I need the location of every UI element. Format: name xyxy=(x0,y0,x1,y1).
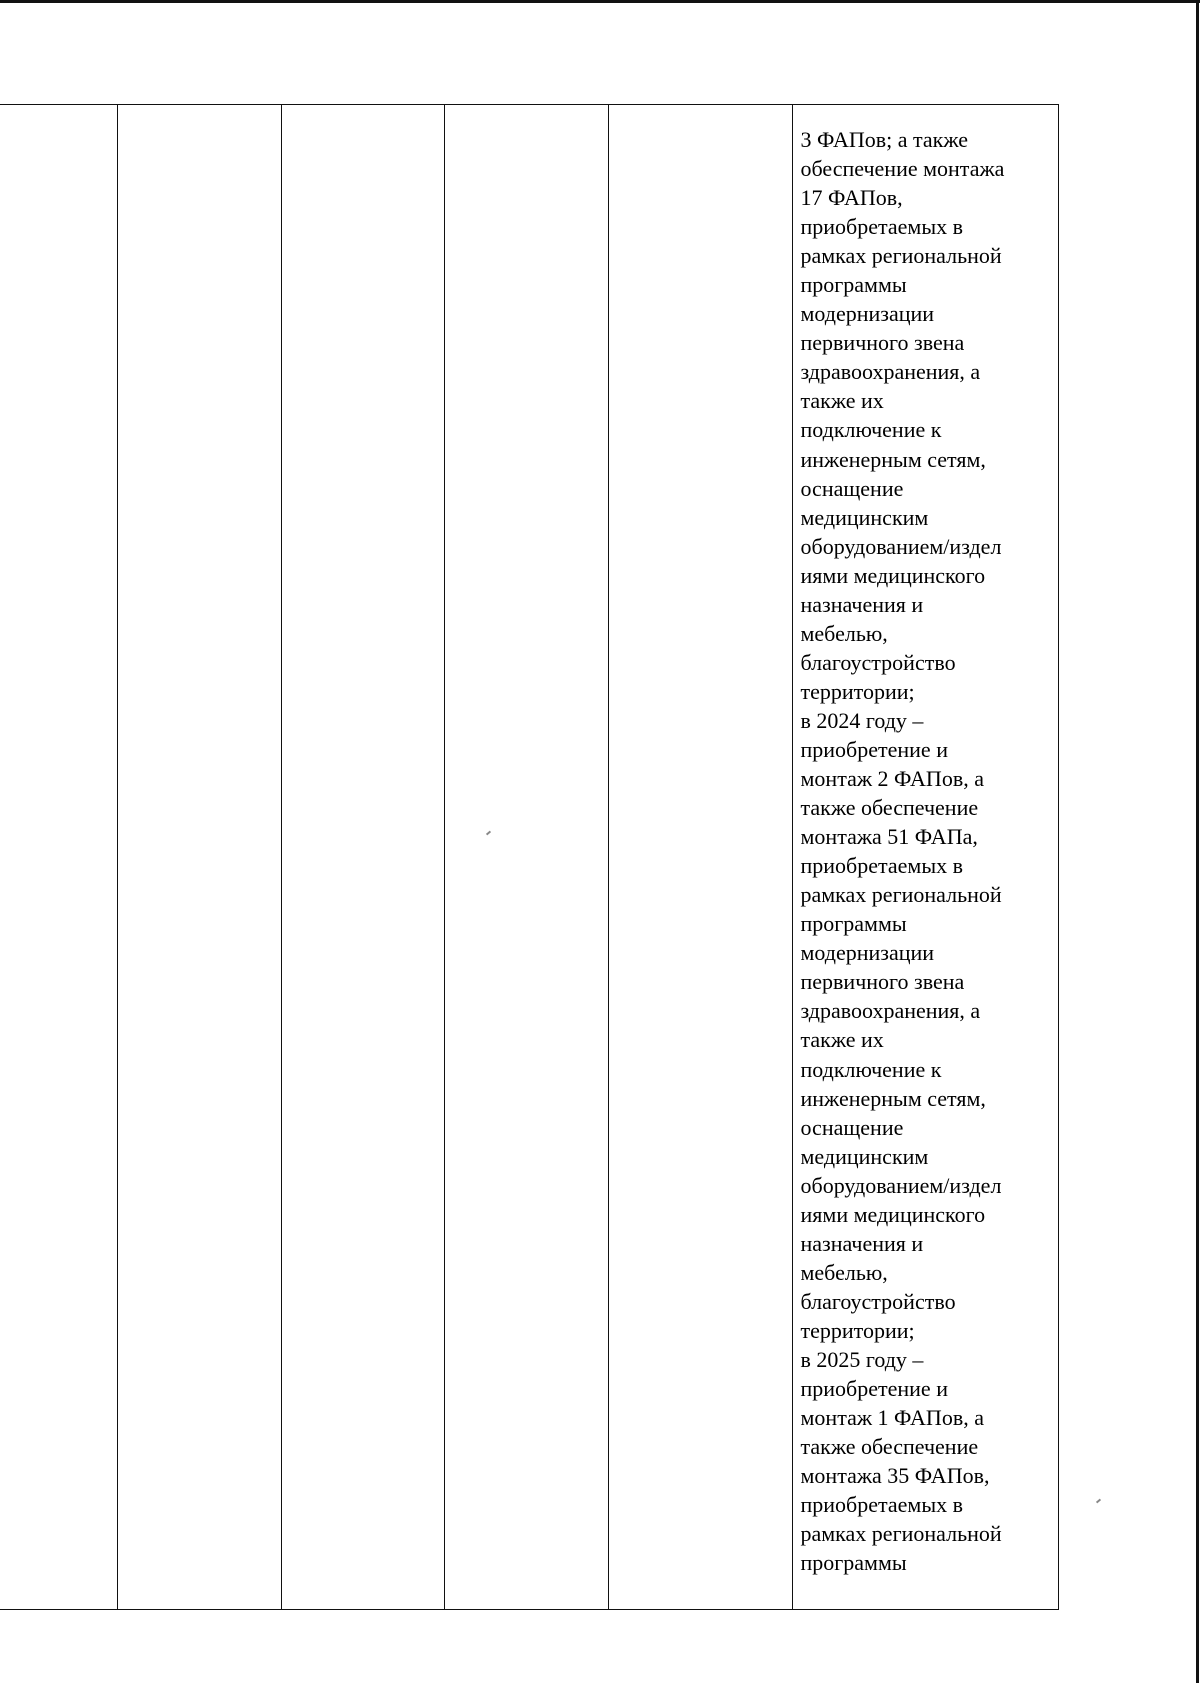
table-cell-col-3 xyxy=(281,105,444,1610)
table-cell-col-1 xyxy=(0,105,117,1610)
document-table xyxy=(0,104,1059,1610)
page-frame-right xyxy=(1196,0,1199,1683)
table-cell-col-4 xyxy=(444,105,608,1610)
cell-text: 3 ФАПов; а также обеспечение монтажа 17 ФАПов, приобретаемых в рамках региональной программы модернизации первичного звена здравоохранения, а также их подключение к инженерным сетям, оснащение медицинским оборудованием/издел иями медицинского назначения и мебелью, благоустройство территории; в 2024 году – приобретение и монтаж 2 ФАПов, а также обеспечение монтажа 51 ФАПа, приобретаемых в рамках региональной программы модернизации первичного звена здравоохранения, а также их подключение к инженерным сетям, оснащение медицинским оборудованием/издел иями медицинского назначения и мебелью, благоустройство территории; в 2025 году – приобретение и монтаж 1 ФАПов, а также обеспечение монтажа 35 ФАПов, приобретаемых в рамках региональной программы xyxy=(800,127,1005,1576)
table-cell-col-6 xyxy=(792,105,1058,1610)
table-row xyxy=(0,105,1058,1610)
page-frame-top xyxy=(0,0,1200,3)
scan-speck xyxy=(1096,1499,1101,1504)
table-cell-col-5 xyxy=(608,105,792,1610)
table-cell-col-2 xyxy=(117,105,281,1610)
